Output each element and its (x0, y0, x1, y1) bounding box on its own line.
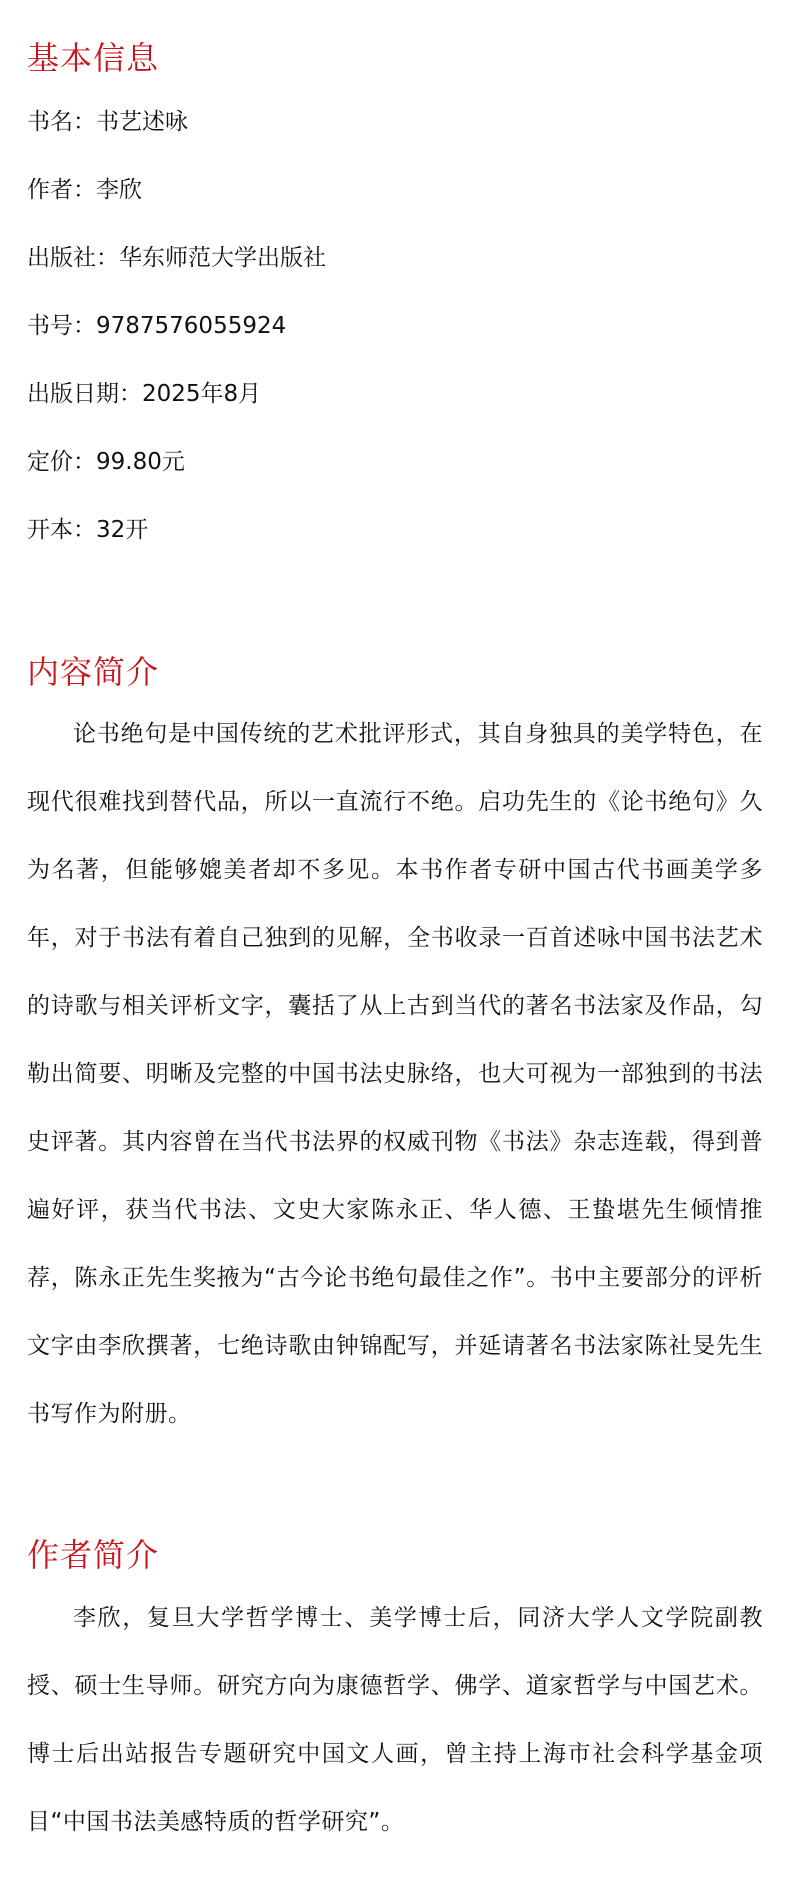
content-intro-title: 内容简介 (27, 653, 160, 691)
info-row-price: 定价：99.80元 (27, 449, 185, 475)
content-intro-paragraph: 论书绝句是中国传统的艺术批评形式，其自身独具的美学特色，在现代很难找到替代品，所以一直流行不绝。启功先生的《论书绝句》久为名著，但能够媲美者却不多见。本书作者专研中国古代书画美学多年，对于书法有着自己独到的见解，全书收录一百首述咏中国书法艺术的诗歌与相关评析文字，囊括了从上古到当代的著名书法家及作品，勾勒出简要、明晰及完整的中国书法史脉络，也大可视为一部独到的书法史评著。其内容曾在当代书法界的权威刊物《书法》杂志连载，得到普遍好评，获当代书法、文史大家陈永正、华人德、王蛰堪先生倾情推荐，陈永正先生奖掖为“古今论书绝句最佳之作”。书中主要部分的评析文字由李欣撰著，七绝诗歌由钟锦配写，并延请著名书法家陈社旻先生书写作为附册。 (27, 721, 763, 1427)
basic-info-title: 基本信息 (27, 39, 160, 77)
info-row-publisher: 出版社：华东师范大学出版社 (27, 245, 326, 271)
info-row-book-title: 书名：书艺述咏 (27, 109, 188, 135)
author-intro-paragraph: 李欣，复旦大学哲学博士、美学博士后，同济大学人文学院副教授、硕士生导师。研究方向为康德哲学、佛学、道家哲学与中国艺术。博士后出站报告专题研究中国文人画，曾主持上海市社会科学基金项目“中国书法美感特质的哲学研究”。 (27, 1605, 763, 1835)
basic-info-section (27, 0, 763, 545)
info-row-author: 作者：李欣 (27, 177, 142, 203)
author-intro-title: 作者简介 (27, 1536, 160, 1574)
basic-info-list (27, 107, 763, 545)
info-row-publish-date: 出版日期：2025年8月 (27, 381, 262, 407)
info-row-format: 开本：32开 (27, 517, 149, 543)
info-row-isbn: 书号：9787576055924 (27, 313, 287, 339)
